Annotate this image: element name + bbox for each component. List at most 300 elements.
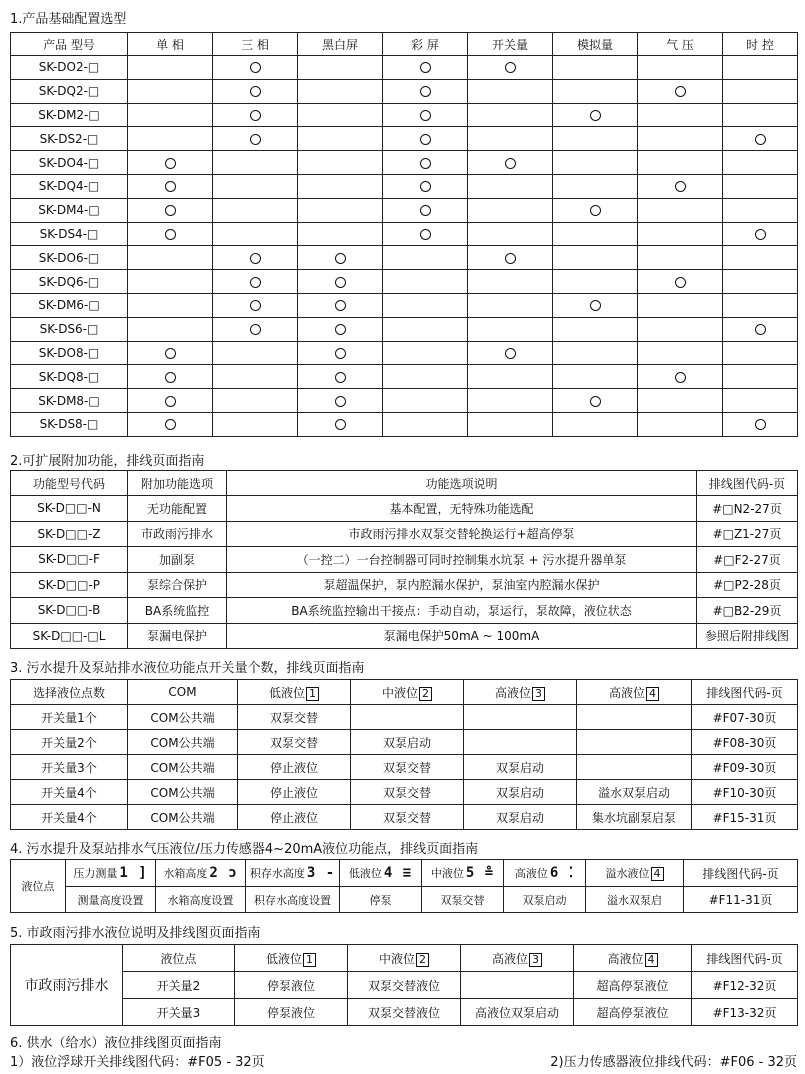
circle-mark-icon bbox=[675, 181, 686, 192]
model-cell: SK-DS2-□ bbox=[11, 127, 128, 151]
header-text: 液位点 bbox=[160, 951, 197, 966]
table-row bbox=[11, 730, 798, 755]
option-cell bbox=[468, 246, 553, 270]
table-row bbox=[11, 270, 798, 294]
header-text: 高液位 bbox=[607, 951, 644, 966]
header-text: 溢水液位 bbox=[605, 867, 650, 880]
option-cell bbox=[468, 56, 553, 80]
level-number-box: 4 bbox=[651, 867, 664, 881]
option-cell bbox=[553, 389, 638, 413]
option-cell bbox=[298, 103, 383, 127]
table-row bbox=[11, 572, 798, 598]
table-cell: COM公共端 bbox=[128, 780, 238, 805]
table-row bbox=[11, 56, 798, 80]
option-cell bbox=[128, 341, 213, 365]
table-cell: 停泵液位 bbox=[235, 972, 348, 999]
level-number-box: 4 bbox=[646, 687, 659, 701]
table-cell: 测量高度设置 bbox=[66, 887, 156, 913]
option-cell bbox=[128, 412, 213, 436]
table-cell: 双泵交替 bbox=[351, 780, 464, 805]
table-cell: 停止液位 bbox=[238, 805, 351, 830]
option-cell bbox=[638, 103, 723, 127]
option-cell bbox=[468, 79, 553, 103]
table-row bbox=[11, 222, 798, 246]
header-cell bbox=[461, 945, 574, 972]
segment-display-icon: 2 ɔ bbox=[209, 865, 238, 881]
float-switch-guide: 1）液位浮球开关排线图代码：#F05 - 32页 bbox=[10, 1055, 265, 1070]
model-cell: SK-DO4-□ bbox=[11, 151, 128, 175]
option-cell bbox=[553, 103, 638, 127]
addon-function-table bbox=[10, 470, 798, 649]
table-cell: #F07-30页 bbox=[692, 705, 798, 730]
model-cell: SK-DM4-□ bbox=[11, 198, 128, 222]
header-text: 低液位 bbox=[265, 951, 302, 966]
option-cell bbox=[298, 293, 383, 317]
model-cell: SK-DM2-□ bbox=[11, 103, 128, 127]
table-row bbox=[11, 198, 798, 222]
table-cell: 停泵 bbox=[340, 887, 422, 913]
header-cell: 彩 屏 bbox=[383, 33, 468, 56]
section-5-title: 5. 市政雨污排水液位说明及排线图页面指南 bbox=[10, 926, 261, 941]
header-text: 中液位 bbox=[381, 685, 418, 700]
table-cell: #□F2-27页 bbox=[697, 547, 798, 573]
header-text: COM bbox=[168, 685, 197, 699]
table-row bbox=[11, 127, 798, 151]
option-cell bbox=[298, 79, 383, 103]
header-cell bbox=[692, 680, 798, 705]
circle-mark-icon bbox=[250, 86, 261, 97]
header-cell bbox=[340, 860, 422, 887]
option-cell bbox=[723, 389, 798, 413]
option-cell bbox=[553, 56, 638, 80]
table-cell: 水箱高度设置 bbox=[156, 887, 246, 913]
option-cell bbox=[128, 365, 213, 389]
header-cell bbox=[577, 680, 692, 705]
table-cell: 泵综合保护 bbox=[128, 572, 227, 598]
table-row bbox=[11, 317, 798, 341]
option-cell bbox=[383, 103, 468, 127]
option-cell bbox=[638, 56, 723, 80]
option-cell bbox=[638, 198, 723, 222]
header-text: 排线图代码-页 bbox=[706, 685, 783, 700]
circle-mark-icon bbox=[165, 229, 176, 240]
table-cell: 超高停泵液位 bbox=[574, 972, 692, 999]
header-text: 排线图代码-页 bbox=[702, 866, 779, 881]
model-cell: SK-DM6-□ bbox=[11, 293, 128, 317]
table-header-row bbox=[11, 33, 798, 56]
table-cell bbox=[577, 755, 692, 780]
option-cell bbox=[383, 412, 468, 436]
option-cell bbox=[298, 151, 383, 175]
option-cell bbox=[383, 79, 468, 103]
option-cell bbox=[468, 174, 553, 198]
table-cell: SK-D□□-B bbox=[11, 598, 128, 624]
option-cell bbox=[383, 198, 468, 222]
option-cell bbox=[638, 293, 723, 317]
option-cell bbox=[128, 293, 213, 317]
table-cell: 双泵交替 bbox=[422, 887, 504, 913]
circle-mark-icon bbox=[250, 324, 261, 335]
header-cell: 黑白屏 bbox=[298, 33, 383, 56]
table-row bbox=[11, 293, 798, 317]
option-cell bbox=[298, 341, 383, 365]
table-cell: 双泵交替 bbox=[238, 730, 351, 755]
model-cell: SK-DQ8-□ bbox=[11, 365, 128, 389]
option-cell bbox=[553, 127, 638, 151]
group-label-cell: 市政雨污排水 bbox=[11, 945, 123, 1026]
circle-mark-icon bbox=[250, 300, 261, 311]
table-row bbox=[11, 79, 798, 103]
table-cell: 开关量3 bbox=[123, 999, 235, 1026]
table-row bbox=[11, 780, 798, 805]
model-cell: SK-DQ2-□ bbox=[11, 79, 128, 103]
table-row bbox=[11, 755, 798, 780]
table-cell: 停泵液位 bbox=[235, 999, 348, 1026]
table-cell: 开关量2 bbox=[123, 972, 235, 999]
option-cell bbox=[213, 174, 298, 198]
table-cell: 停止液位 bbox=[238, 755, 351, 780]
header-cell bbox=[504, 860, 586, 887]
option-cell bbox=[383, 341, 468, 365]
header-text: 压力测量 bbox=[73, 867, 118, 880]
table-row bbox=[11, 151, 798, 175]
circle-mark-icon bbox=[505, 62, 516, 73]
option-cell bbox=[638, 270, 723, 294]
option-cell bbox=[383, 365, 468, 389]
header-cell: 开关量 bbox=[468, 33, 553, 56]
table-cell bbox=[464, 730, 577, 755]
model-cell: SK-DO8-□ bbox=[11, 341, 128, 365]
circle-mark-icon bbox=[165, 181, 176, 192]
table-cell: COM公共端 bbox=[128, 805, 238, 830]
header-cell bbox=[128, 680, 238, 705]
level-number-box: 1 bbox=[303, 953, 316, 967]
option-cell bbox=[468, 270, 553, 294]
section-4-title: 4. 污水提升及泵站排水气压液位/压力传感器4~20mA液位功能点，排线页面指南 bbox=[10, 842, 479, 857]
table-cell: 双泵交替液位 bbox=[348, 972, 461, 999]
option-cell bbox=[128, 127, 213, 151]
table-cell: #□Z1-27页 bbox=[697, 521, 798, 547]
option-cell bbox=[723, 317, 798, 341]
option-cell bbox=[723, 222, 798, 246]
table-cell bbox=[464, 705, 577, 730]
option-cell bbox=[128, 198, 213, 222]
option-cell bbox=[213, 79, 298, 103]
table-cell: 泵超温保护，泵内腔漏水保护，泵油室内腔漏水保护 bbox=[227, 572, 697, 598]
option-cell bbox=[723, 293, 798, 317]
table-cell: #□P2-28页 bbox=[697, 572, 798, 598]
table-cell: #F15-31页 bbox=[692, 805, 798, 830]
section-2-title: 2.可扩展附加功能，排线页面指南 bbox=[10, 454, 205, 469]
option-cell bbox=[298, 222, 383, 246]
table-cell: 双泵交替 bbox=[351, 755, 464, 780]
table-cell: #F09-30页 bbox=[692, 755, 798, 780]
table-cell: 积存水高度设置 bbox=[246, 887, 340, 913]
circle-mark-icon bbox=[250, 253, 261, 264]
option-cell bbox=[298, 317, 383, 341]
circle-mark-icon bbox=[675, 86, 686, 97]
option-cell bbox=[553, 365, 638, 389]
option-cell bbox=[468, 222, 553, 246]
segment-display-icon: 6 ⁚ bbox=[549, 865, 575, 881]
header-text: 排线图代码-页 bbox=[706, 951, 783, 966]
option-cell bbox=[383, 174, 468, 198]
table-cell: SK-D□□-Z bbox=[11, 521, 128, 547]
table-row bbox=[11, 887, 798, 913]
option-cell bbox=[128, 103, 213, 127]
municipal-drain-table bbox=[10, 944, 798, 1026]
circle-mark-icon bbox=[590, 205, 601, 216]
level-number-box: 2 bbox=[416, 953, 429, 967]
circle-mark-icon bbox=[755, 229, 766, 240]
option-cell bbox=[468, 341, 553, 365]
circle-mark-icon bbox=[165, 419, 176, 430]
table-cell bbox=[577, 730, 692, 755]
option-cell bbox=[553, 151, 638, 175]
header-cell bbox=[348, 945, 461, 972]
table-cell: 溢水双泵启动 bbox=[577, 780, 692, 805]
option-cell bbox=[723, 174, 798, 198]
option-cell bbox=[213, 198, 298, 222]
circle-mark-icon bbox=[335, 419, 346, 430]
table-row bbox=[11, 521, 798, 547]
circle-mark-icon bbox=[250, 62, 261, 73]
segment-display-icon: 4 ≡ bbox=[383, 865, 413, 881]
table-cell: 参照后附排线图 bbox=[697, 623, 798, 649]
circle-mark-icon bbox=[250, 134, 261, 145]
header-text: 积存水高度 bbox=[249, 867, 305, 880]
circle-mark-icon bbox=[165, 348, 176, 359]
table-row bbox=[11, 598, 798, 624]
option-cell bbox=[213, 317, 298, 341]
header-cell: 排线图代码-页 bbox=[697, 471, 798, 496]
table-cell: #F13-32页 bbox=[692, 999, 798, 1026]
option-cell bbox=[213, 222, 298, 246]
circle-mark-icon bbox=[335, 348, 346, 359]
option-cell bbox=[213, 341, 298, 365]
circle-mark-icon bbox=[590, 396, 601, 407]
table-row bbox=[11, 174, 798, 198]
table-cell: 双泵交替液位 bbox=[348, 999, 461, 1026]
option-cell bbox=[213, 365, 298, 389]
header-text: 中液位 bbox=[430, 867, 464, 880]
option-cell bbox=[638, 365, 723, 389]
option-cell bbox=[213, 151, 298, 175]
option-cell bbox=[638, 79, 723, 103]
table-cell: #□N2-27页 bbox=[697, 496, 798, 522]
option-cell bbox=[723, 365, 798, 389]
option-cell bbox=[638, 317, 723, 341]
option-cell bbox=[383, 222, 468, 246]
option-cell bbox=[128, 56, 213, 80]
option-cell bbox=[468, 198, 553, 222]
model-cell: SK-DS4-□ bbox=[11, 222, 128, 246]
option-cell bbox=[553, 79, 638, 103]
option-cell bbox=[298, 174, 383, 198]
header-cell: 附加功能选项 bbox=[128, 471, 227, 496]
model-cell: SK-DS6-□ bbox=[11, 317, 128, 341]
option-cell bbox=[298, 412, 383, 436]
option-cell bbox=[638, 174, 723, 198]
pressure-sensor-guide: 2)压力传感器液位排线代码：#F06 - 32页 bbox=[550, 1055, 797, 1070]
option-cell bbox=[468, 127, 553, 151]
option-cell bbox=[468, 103, 553, 127]
header-cell bbox=[235, 945, 348, 972]
table-cell: 开关量1个 bbox=[11, 705, 128, 730]
option-cell bbox=[298, 389, 383, 413]
header-text: 选择液位点数 bbox=[32, 685, 105, 700]
circle-mark-icon bbox=[675, 277, 686, 288]
switch-level-table bbox=[10, 679, 798, 830]
option-cell bbox=[383, 270, 468, 294]
option-cell bbox=[723, 198, 798, 222]
circle-mark-icon bbox=[420, 134, 431, 145]
circle-mark-icon bbox=[335, 372, 346, 383]
option-cell bbox=[383, 151, 468, 175]
option-cell bbox=[638, 389, 723, 413]
option-cell bbox=[468, 317, 553, 341]
table-cell: 开关量2个 bbox=[11, 730, 128, 755]
header-cell: 单 相 bbox=[128, 33, 213, 56]
model-cell: SK-DO2-□ bbox=[11, 56, 128, 80]
option-cell bbox=[638, 412, 723, 436]
circle-mark-icon bbox=[165, 372, 176, 383]
table-cell: 开关量4个 bbox=[11, 780, 128, 805]
header-cell bbox=[123, 945, 235, 972]
table-cell: #F11-31页 bbox=[684, 887, 798, 913]
option-cell bbox=[723, 56, 798, 80]
option-cell bbox=[468, 365, 553, 389]
header-cell: 三 相 bbox=[213, 33, 298, 56]
table-header-row bbox=[11, 680, 798, 705]
table-cell: 加副泵 bbox=[128, 547, 227, 573]
circle-mark-icon bbox=[420, 62, 431, 73]
header-text: 高液位 bbox=[494, 685, 531, 700]
table-cell: 双泵启动 bbox=[464, 805, 577, 830]
table-cell: COM公共端 bbox=[128, 730, 238, 755]
table-cell: 溢水双泵启 bbox=[586, 887, 684, 913]
option-cell bbox=[723, 79, 798, 103]
option-cell bbox=[298, 365, 383, 389]
section-3-title: 3. 污水提升及泵站排水液位功能点开关量个数，排线页面指南 bbox=[10, 661, 365, 676]
circle-mark-icon bbox=[250, 277, 261, 288]
circle-mark-icon bbox=[335, 277, 346, 288]
option-cell bbox=[383, 56, 468, 80]
table-cell: 集水坑副泵启泵 bbox=[577, 805, 692, 830]
table-row bbox=[11, 805, 798, 830]
option-cell bbox=[213, 293, 298, 317]
header-cell bbox=[422, 860, 504, 887]
section-1-title: 1.产品基础配置选型 bbox=[10, 12, 127, 27]
section-6-title: 6. 供水（给水）液位排线图页面指南 bbox=[10, 1036, 222, 1051]
header-text: 高液位 bbox=[608, 685, 645, 700]
table-row bbox=[11, 341, 798, 365]
header-cell: 时 控 bbox=[723, 33, 798, 56]
header-cell bbox=[684, 860, 798, 887]
header-cell bbox=[238, 680, 351, 705]
table-row bbox=[11, 999, 798, 1026]
circle-mark-icon bbox=[505, 158, 516, 169]
model-cell: SK-DO6-□ bbox=[11, 246, 128, 270]
level-number-box: 1 bbox=[306, 687, 319, 701]
table-cell: 开关量4个 bbox=[11, 805, 128, 830]
level-number-box: 2 bbox=[419, 687, 432, 701]
table-row bbox=[11, 103, 798, 127]
option-cell bbox=[723, 246, 798, 270]
header-cell bbox=[246, 860, 340, 887]
table-cell: 超高停泵液位 bbox=[574, 999, 692, 1026]
table-header-row bbox=[11, 860, 798, 887]
model-cell: SK-DM8-□ bbox=[11, 389, 128, 413]
table-row bbox=[11, 705, 798, 730]
option-cell bbox=[298, 127, 383, 151]
option-cell bbox=[213, 412, 298, 436]
option-cell bbox=[128, 151, 213, 175]
table-row bbox=[11, 246, 798, 270]
header-text: 低液位 bbox=[268, 685, 305, 700]
header-text: 高液位 bbox=[491, 951, 528, 966]
segment-display-icon: 5 ≗ bbox=[465, 865, 495, 881]
table-row bbox=[11, 412, 798, 436]
header-text: 中液位 bbox=[378, 951, 415, 966]
option-cell bbox=[383, 246, 468, 270]
circle-mark-icon bbox=[505, 348, 516, 359]
option-cell bbox=[128, 222, 213, 246]
option-cell bbox=[468, 151, 553, 175]
table-row bbox=[11, 623, 798, 649]
option-cell bbox=[723, 412, 798, 436]
circle-mark-icon bbox=[335, 396, 346, 407]
option-cell bbox=[723, 341, 798, 365]
option-cell bbox=[213, 103, 298, 127]
circle-mark-icon bbox=[755, 134, 766, 145]
option-cell bbox=[128, 79, 213, 103]
option-cell bbox=[468, 389, 553, 413]
pressure-level-table bbox=[10, 859, 798, 913]
option-cell bbox=[553, 198, 638, 222]
model-cell: SK-DS8-□ bbox=[11, 412, 128, 436]
table-cell: SK-D□□-N bbox=[11, 496, 128, 522]
option-cell bbox=[298, 270, 383, 294]
option-cell bbox=[213, 127, 298, 151]
table-cell: 泵漏电保护50mA ~ 100mA bbox=[227, 623, 697, 649]
table-row bbox=[11, 972, 798, 999]
header-cell: 功能选项说明 bbox=[227, 471, 697, 496]
circle-mark-icon bbox=[755, 419, 766, 430]
circle-mark-icon bbox=[590, 110, 601, 121]
option-cell bbox=[723, 270, 798, 294]
level-number-box: 3 bbox=[532, 687, 545, 701]
header-cell bbox=[574, 945, 692, 972]
option-cell bbox=[638, 341, 723, 365]
circle-mark-icon bbox=[250, 110, 261, 121]
circle-mark-icon bbox=[505, 253, 516, 264]
model-cell: SK-DQ4-□ bbox=[11, 174, 128, 198]
table-cell: 市政雨污排水双泵交替轮换运行+超高停泵 bbox=[227, 521, 697, 547]
option-cell bbox=[383, 127, 468, 151]
table-cell: 高液位双泵启动 bbox=[461, 999, 574, 1026]
circle-mark-icon bbox=[420, 181, 431, 192]
table-cell: 双泵启动 bbox=[351, 730, 464, 755]
header-cell: 功能型号代码 bbox=[11, 471, 128, 496]
segment-display-icon: 1 ] bbox=[119, 865, 148, 881]
table-cell: #F08-30页 bbox=[692, 730, 798, 755]
option-cell bbox=[553, 293, 638, 317]
option-cell bbox=[638, 151, 723, 175]
option-cell bbox=[213, 389, 298, 413]
table-cell: 双泵启动 bbox=[504, 887, 586, 913]
header-cell: 气 压 bbox=[638, 33, 723, 56]
